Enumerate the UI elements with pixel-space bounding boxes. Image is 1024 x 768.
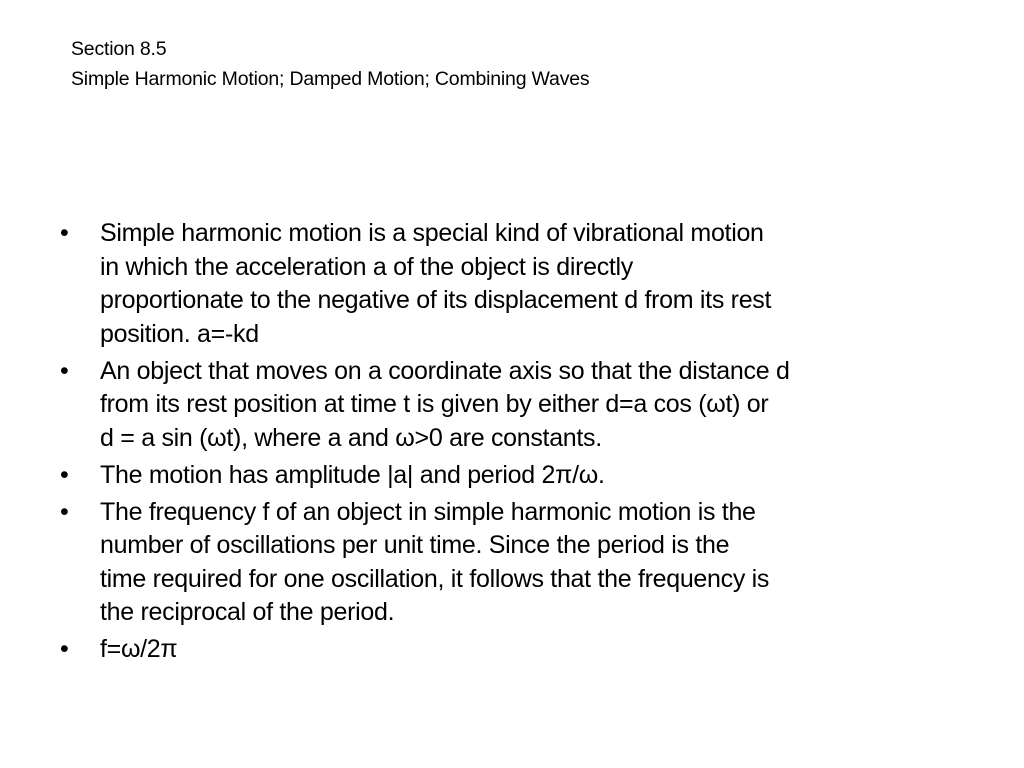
bullet-item-frequency-definition bbox=[58, 496, 998, 630]
bullet-text-line: The frequency f of an object in simple harmonic motion is the bbox=[100, 497, 756, 526]
bullet-text-line: f=ω/2π bbox=[100, 635, 178, 663]
bullet-item-frequency-formula bbox=[58, 633, 998, 667]
bullet-dot-icon: • bbox=[60, 356, 69, 385]
slide-title bbox=[71, 34, 971, 94]
bullet-text-line: number of oscillations per unit time. Since the period is the bbox=[100, 531, 730, 559]
bullet-text-line: time required for one oscillation, it follows that the frequency is bbox=[100, 564, 770, 593]
bullet-text-line: in which the acceleration a of the object is directly bbox=[100, 252, 634, 281]
bullet-text-line: d = a sin (ωt), where a and ω>0 are constants. bbox=[100, 423, 602, 452]
bullet-item-displacement-equations bbox=[58, 355, 998, 456]
bullet-text-line: position. a=-kd bbox=[100, 319, 259, 348]
bullet-text-line: proportionate to the negative of its displacement d from its rest bbox=[100, 286, 772, 314]
section-number: Section 8.5 bbox=[71, 38, 167, 60]
bullet-text-line: from its rest position at time t is given by either d=a cos (ωt) or bbox=[100, 390, 769, 418]
bullet-item-amplitude-period bbox=[58, 459, 998, 493]
bullet-text-line: The motion has amplitude |a| and period 2π/ω. bbox=[100, 460, 605, 489]
bullet-text-line: the reciprocal of the period. bbox=[100, 598, 395, 626]
section-heading: Simple Harmonic Motion; Damped Motion; Combining Waves bbox=[71, 68, 590, 90]
bullet-dot-icon: • bbox=[60, 219, 69, 247]
bullet-list bbox=[58, 217, 998, 670]
bullet-text-line: Simple harmonic motion is a special kind of vibrational motion bbox=[100, 219, 764, 247]
bullet-dot-icon: • bbox=[60, 460, 69, 489]
bullet-dot-icon: • bbox=[60, 635, 69, 663]
bullet-item-simple-harmonic-definition bbox=[58, 217, 998, 351]
bullet-dot-icon: • bbox=[60, 497, 69, 526]
bullet-text-line: An object that moves on a coordinate axis so that the distance d bbox=[100, 356, 790, 385]
